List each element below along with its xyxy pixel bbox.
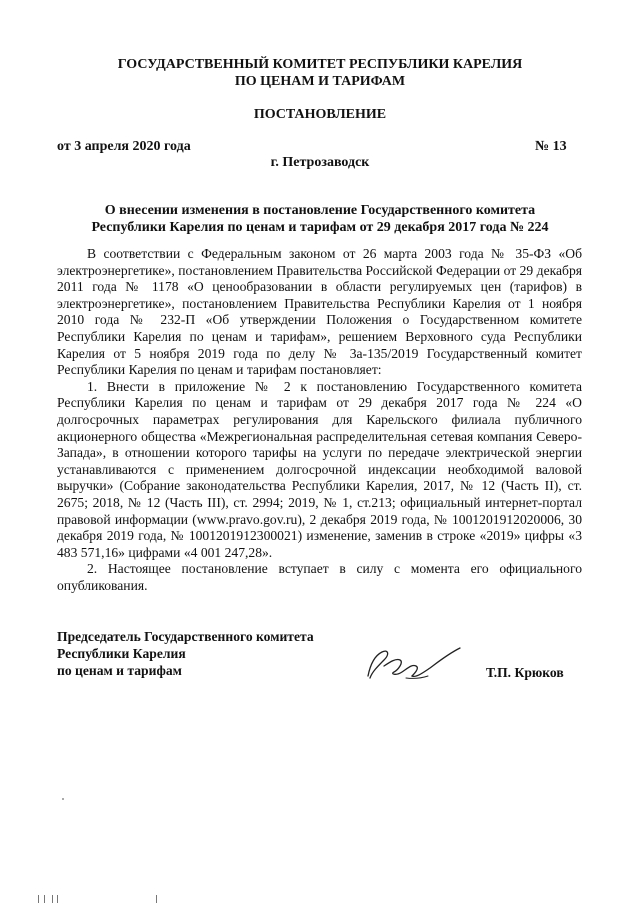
body-item-2: 2. Настоящее постановление вступает в силу с момента его официального опубликования. [57, 561, 582, 593]
org-name-line2: ПО ЦЕНАМ И ТАРИФАМ [234, 74, 406, 89]
handwritten-signature [360, 638, 470, 688]
signatory-position-line1: Председатель Государственного комитета [57, 629, 314, 644]
document-body [57, 246, 582, 594]
body-item-1: 1. Внести в приложение № 2 к постановлению Государственного комитета Республики Карелия по ценам и тарифам от 29 декабря 2017 года № 224 «О долгосрочных параметрах регулирования для Карельского филиала публичного акционерного общества «Межрегиональная распределительная сетевая компания Северо-Запада», в отношении которого тарифы на услуги по передаче электрической энергии устанавливаются с применением долгосрочной индексации необходимой валовой выручки» (Собрание законодательства Республики Карелия, 2017, № 12 (Часть II), ст. 2675; 2018, № 12 (Часть III), ст. 2994; 2019, № 1, ст.213; официальный интернет-портал правовой информации (www.pravo.gov.ru), 2 декабря 2019 года, № 1001201912020006, 30 декабря 2019 года, № 1001201912300021) изменение, заменив в строке «2019» цифры «3 483 571,16» цифрами «4 001 247,28». [57, 378, 582, 560]
document-number: № 13 [535, 139, 567, 154]
org-name-line1: ГОСУДАРСТВЕННЫЙ КОМИТЕТ РЕСПУБЛИКИ КАРЕЛИЯ [117, 57, 523, 72]
signatory-name: Т.П. Крюков [486, 665, 564, 680]
document-city: г. Петрозаводск [270, 155, 370, 170]
document-title-line2: Республики Карелия по ценам и тарифам от 29 декабря 2017 года № 224 [91, 220, 549, 235]
body-preamble: В соответствии с Федеральным законом от 26 марта 2003 года № 35-ФЗ «Об электроэнергетике», постановлением Правительства Российской Федерации от 29 декабря 2011 года № 1178 «О ценообразовании в области регулируемых цен (тарифов) в электроэнергетике», постановлением Правительства Республики Карелия от 1 ноября 2010 года № 232-П «Об утверждении Положения о Государственном комитете Республики Карелия по ценам и тарифам», решением Верховного суда Республики Карелия от 5 ноября 2019 года по делу № 3а-135/2019 Государственный комитет Республики Карелия по ценам и тарифам постановляет: [57, 246, 582, 378]
signatory-position-line2: Республики Карелия [57, 646, 186, 661]
scan-speck [62, 798, 64, 800]
document-title-line1: О внесении изменения в постановление Государственного комитета [104, 203, 536, 218]
scan-margin-marks [32, 893, 172, 905]
signatory-position-line3: по ценам и тарифам [57, 663, 182, 678]
document-type-heading: ПОСТАНОВЛЕНИЕ [253, 107, 387, 122]
document-date: от 3 апреля 2020 года [57, 139, 191, 154]
